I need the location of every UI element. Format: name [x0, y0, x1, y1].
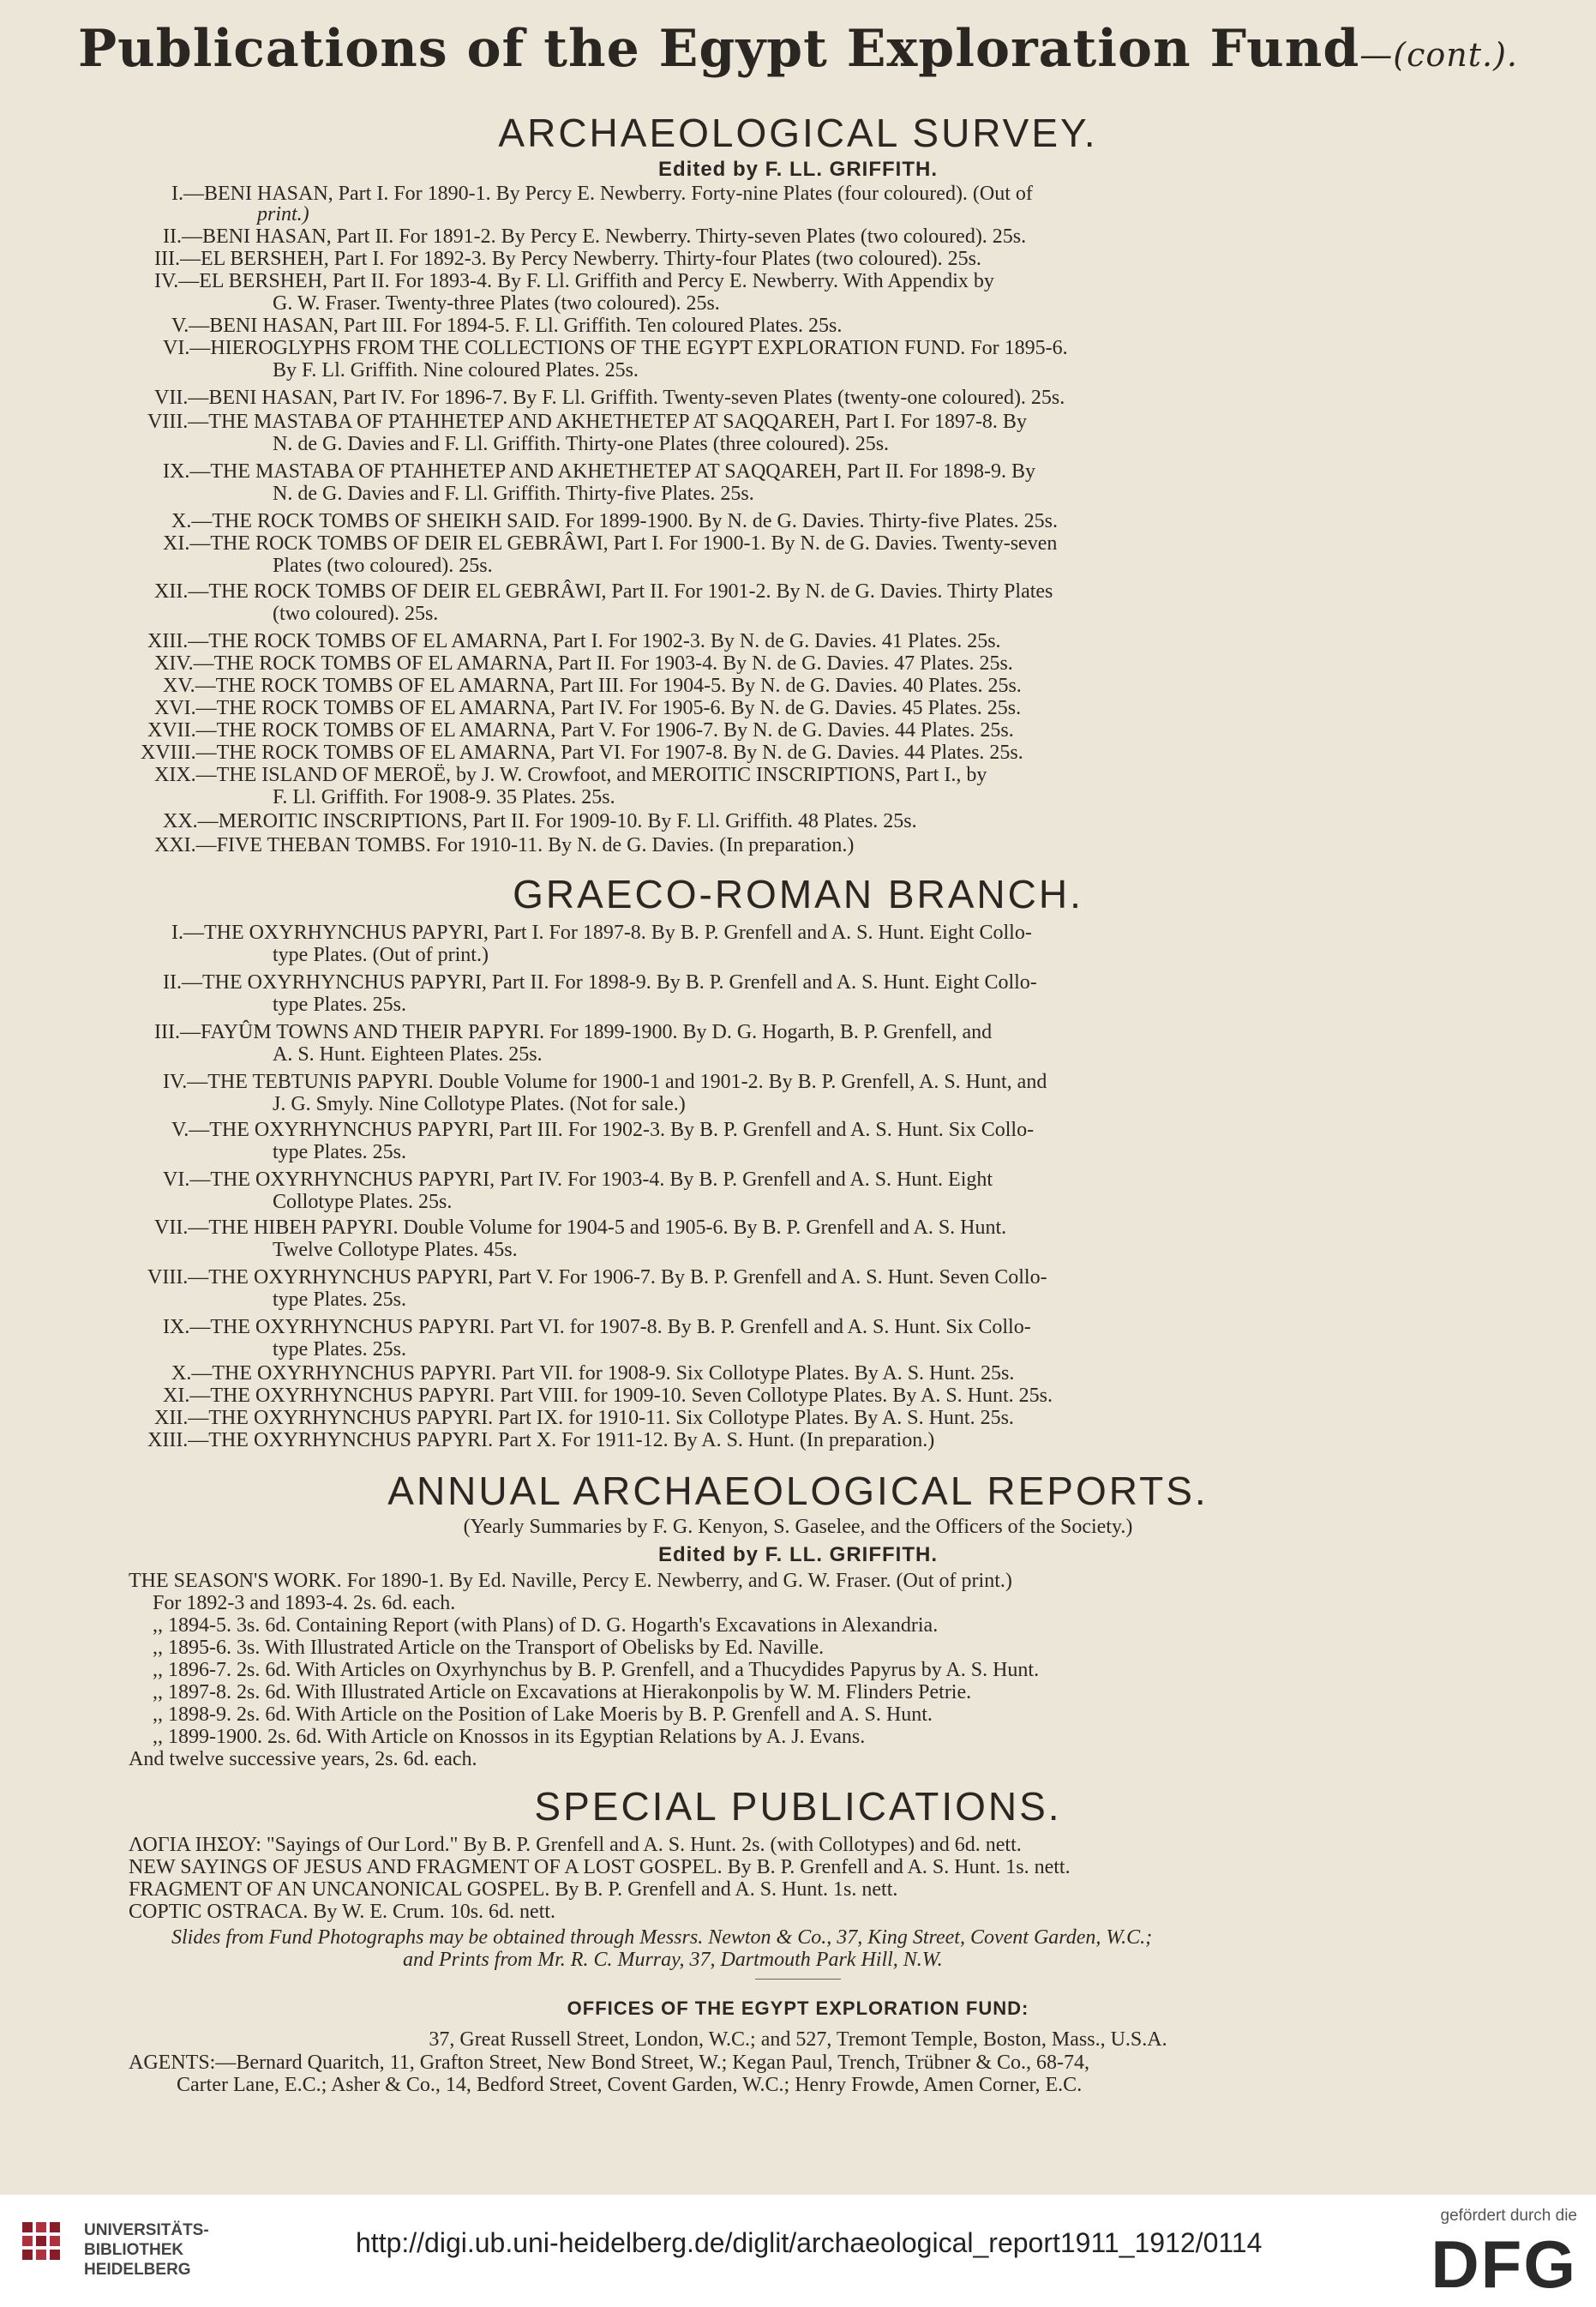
slides-note: and Prints from Mr. R. C. Murray, 37, Dartmouth Park Hill, N.W.	[403, 1949, 943, 1971]
divider-rule	[755, 1979, 841, 1980]
graeco-entry: VI.—THE OXYRHYNCHUS PAPYRI, Part IV. For 1903-4. By B. P. Grenfell and A. S. Hunt. Eight	[163, 1169, 993, 1191]
funding-label: gefördert durch die	[1440, 2207, 1577, 2225]
survey-entry: VIII.—THE MASTABA OF PTAHHETEP AND AKHETHETEP AT SAQQAREH, Part I. For 1897-8. By	[147, 411, 1027, 433]
survey-entry: XV.—THE ROCK TOMBS OF EL AMARNA, Part III. For 1904-5. By N. de G. Davies. 40 Plates. 25s.	[163, 675, 1022, 697]
survey-entry: XIII.—THE ROCK TOMBS OF EL AMARNA, Part I. For 1902-3. By N. de G. Davies. 41 Plates. 25s.	[147, 630, 1001, 652]
offices-heading: OFFICES OF THE EGYPT EXPLORATION FUND:	[567, 1998, 1029, 2019]
section-heading-archaeological-survey: ARCHAEOLOGICAL SURVEY.	[498, 111, 1098, 155]
graeco-entry: IX.—THE OXYRHYNCHUS PAPYRI. Part VI. for 1907-8. By B. P. Grenfell and A. S. Hunt. Six Collo-	[163, 1316, 1031, 1338]
survey-entry: XVIII.—THE ROCK TOMBS OF EL AMARNA, Part VI. For 1907-8. By N. de G. Davies. 44 Plates. 25s.	[141, 742, 1023, 764]
permalink-url[interactable]: http://digi.ub.uni-heidelberg.de/diglit/archaeological_report1911_1912/0114	[356, 2227, 1263, 2258]
graeco-entry: XI.—THE OXYRHYNCHUS PAPYRI. Part VIII. for 1909-10. Seven Collotype Plates. By A. S. Hunt. 25s.	[163, 1385, 1053, 1407]
survey-entry: N. de G. Davies and F. Ll. Griffith. Thirty-five Plates. 25s.	[273, 483, 754, 505]
university-name: UNIVERSITÄTS- BIBLIOTHEK HEIDELBERG	[84, 2221, 209, 2279]
survey-entry: XIX.—THE ISLAND OF MEROË, by J. W. Crowfoot, and MEROITIC INSCRIPTIONS, Part I., by	[154, 764, 987, 786]
annual-entry: ,, 1895-6. 3s. With Illustrated Article on the Transport of Obelisks by Ed. Naville.	[153, 1637, 825, 1659]
graeco-entry: I.—THE OXYRHYNCHUS PAPYRI, Part I. For 1897-8. By B. P. Grenfell and A. S. Hunt. Eight Collo-	[171, 922, 1032, 944]
survey-entry: VII.—BENI HASAN, Part IV. For 1896-7. By F. Ll. Griffith. Twenty-seven Plates (twenty-one coloured). 25s.	[154, 387, 1065, 409]
survey-entry: IV.—EL BERSHEH, Part II. For 1893-4. By F. Ll. Griffith and Percy E. Newberry. With Appendix by	[154, 270, 994, 292]
title-cont: —(cont.).	[1359, 36, 1518, 74]
annual-subtitle: (Yearly Summaries by F. G. Kenyon, S. Gaselee, and the Officers of the Society.)	[463, 1516, 1133, 1538]
graeco-entry: XII.—THE OXYRHYNCHUS PAPYRI. Part IX. for 1910-11. Six Collotype Plates. By A. S. Hunt. 25s.	[154, 1407, 1014, 1429]
survey-entry: XVII.—THE ROCK TOMBS OF EL AMARNA, Part V. For 1906-7. By N. de G. Davies. 44 Plates. 25s.	[147, 719, 1014, 742]
survey-entry: Plates (two coloured). 25s.	[273, 555, 493, 577]
special-entry: FRAGMENT OF AN UNCANONICAL GOSPEL. By B. P. Grenfell and A. S. Hunt. 1s. nett.	[129, 1878, 898, 1901]
graeco-entry: VII.—THE HIBEH PAPYRI. Double Volume for 1904-5 and 1905-6. By B. P. Grenfell and A. S. Hunt.	[154, 1217, 1007, 1239]
survey-entry: XX.—MEROITIC INSCRIPTIONS, Part II. For 1909-10. By F. Ll. Griffith. 48 Plates. 25s.	[163, 810, 917, 832]
survey-entry: I.—BENI HASAN, Part I. For 1890-1. By Percy E. Newberry. Forty-nine Plates (four coloured). (Out of	[171, 183, 1033, 205]
graeco-entry: XIII.—THE OXYRHYNCHUS PAPYRI. Part X. For 1911-12. By A. S. Hunt. (In preparation.)	[147, 1429, 935, 1451]
survey-entry: III.—EL BERSHEH, Part I. For 1892-3. By Percy Newberry. Thirty-four Plates (two coloured). 25s.	[154, 248, 981, 270]
special-entry: ΛΟΓΙΑ ΙΗΣΟΥ: "Sayings of Our Lord." By B. P. Grenfell and A. S. Hunt. 2s. (with Collotypes) and 6d. nett.	[129, 1834, 1022, 1856]
graeco-entry: II.—THE OXYRHYNCHUS PAPYRI, Part II. For 1898-9. By B. P. Grenfell and A. S. Hunt. Eight Collo-	[163, 971, 1037, 994]
agents-line: AGENTS:—Bernard Quaritch, 11, Grafton Street, New Bond Street, W.; Kegan Paul, Trench, Trübner & Co., 68-74,	[129, 2052, 1089, 2074]
annual-entry: ,, 1894-5. 3s. 6d. Containing Report (with Plans) of D. G. Hogarth's Excavations in Alexandria.	[153, 1614, 939, 1637]
graeco-entry: VIII.—THE OXYRHYNCHUS PAPYRI, Part V. For 1906-7. By B. P. Grenfell and A. S. Hunt. Seven Collo-	[147, 1266, 1047, 1289]
graeco-entry: type Plates. 25s.	[273, 1289, 406, 1311]
annual-entry: And twelve successive years, 2s. 6d. each.	[129, 1748, 477, 1770]
survey-entry: F. Ll. Griffith. For 1908-9. 35 Plates. 25s.	[273, 786, 615, 808]
annual-entry: ,, 1898-9. 2s. 6d. With Article on the Position of Lake Moeris by B. P. Grenfell and A. S. Hunt.	[153, 1703, 933, 1726]
graeco-entry: type Plates. (Out of print.)	[273, 944, 489, 966]
graeco-entry: J. G. Smyly. Nine Collotype Plates. (Not for sale.)	[273, 1093, 686, 1115]
graeco-entry: III.—FAYÛM TOWNS AND THEIR PAPYRI. For 1899-1900. By D. G. Hogarth, B. P. Grenfell, and	[154, 1021, 993, 1043]
annual-entry: For 1892-3 and 1893-4. 2s. 6d. each.	[153, 1592, 456, 1614]
survey-entry: X.—THE ROCK TOMBS OF SHEIKH SAID. For 1899-1900. By N. de G. Davies. Thirty-five Plates. 25s.	[171, 510, 1058, 532]
graeco-entry: X.—THE OXYRHYNCHUS PAPYRI. Part VII. for 1908-9. Six Collotype Plates. By A. S. Hunt. 25s.	[171, 1362, 1015, 1385]
survey-entry: VI.—HIEROGLYPHS FROM THE COLLECTIONS OF THE EGYPT EXPLORATION FUND. For 1895-6.	[163, 337, 1068, 359]
graeco-entry: type Plates. 25s.	[273, 1338, 406, 1361]
graeco-entry: V.—THE OXYRHYNCHUS PAPYRI, Part III. For 1902-3. By B. P. Grenfell and A. S. Hunt. Six Collo-	[171, 1119, 1035, 1141]
survey-entry: XI.—THE ROCK TOMBS OF DEIR EL GEBRÂWI, Part I. For 1900-1. By N. de G. Davies. Twenty-seven	[163, 532, 1058, 555]
survey-editor: Edited by F. LL. GRIFFITH.	[658, 158, 938, 181]
slides-note: Slides from Fund Photographs may be obtained through Messrs. Newton & Co., 37, King Street, Covent Garden, W.C.;	[171, 1926, 1153, 1949]
graeco-entry: Twelve Collotype Plates. 45s.	[273, 1239, 518, 1261]
survey-entry: XXI.—FIVE THEBAN TOMBS. For 1910-11. By N. de G. Davies. (In preparation.)	[154, 834, 855, 856]
graeco-entry: IV.—THE TEBTUNIS PAPYRI. Double Volume for 1900-1 and 1901-2. By B. P. Grenfell, A. S. Hunt, and	[163, 1071, 1047, 1093]
agents-line: Carter Lane, E.C.; Asher & Co., 14, Bedford Street, Covent Garden, W.C.; Henry Frowde, Amen Corner, E.C.	[177, 2074, 1083, 2096]
special-entry: NEW SAYINGS OF JESUS AND FRAGMENT OF A LOST GOSPEL. By B. P. Grenfell and A. S. Hunt. 1s. nett.	[129, 1856, 1071, 1878]
graeco-entry: A. S. Hunt. Eighteen Plates. 25s.	[273, 1043, 543, 1066]
section-heading-special: SPECIAL PUBLICATIONS.	[534, 1784, 1062, 1829]
dfg-logo: DFG	[1431, 2226, 1577, 2302]
offices-address: 37, Great Russell Street, London, W.C.; and 527, Tremont Temple, Boston, Mass., U.S.A.	[429, 2028, 1167, 2051]
page-title	[0, 19, 1596, 79]
survey-entry: V.—BENI HASAN, Part III. For 1894-5. F. Ll. Griffith. Ten coloured Plates. 25s.	[171, 315, 843, 337]
survey-entry: N. de G. Davies and F. Ll. Griffith. Thirty-one Plates (three coloured). 25s.	[273, 433, 890, 455]
section-heading-graeco-roman: GRAECO-ROMAN BRANCH.	[513, 872, 1083, 916]
annual-entry: ,, 1897-8. 2s. 6d. With Illustrated Article on Excavations at Hierakonpolis by W. M. Flinders Petrie.	[153, 1681, 972, 1703]
annual-entry: THE SEASON'S WORK. For 1890-1. By Ed. Naville, Percy E. Newberry, and G. W. Fraser. (Out of print.)	[129, 1570, 1012, 1592]
survey-entry: By F. Ll. Griffith. Nine coloured Plates. 25s.	[273, 359, 639, 381]
graeco-entry: type Plates. 25s.	[273, 1141, 406, 1163]
annual-editor: Edited by F. LL. GRIFFITH.	[658, 1543, 938, 1566]
special-entry: COPTIC OSTRACA. By W. E. Crum. 10s. 6d. nett.	[129, 1901, 556, 1923]
graeco-entry: type Plates. 25s.	[273, 994, 406, 1016]
annual-entry: ,, 1896-7. 2s. 6d. With Articles on Oxyrhynchus by B. P. Grenfell, and a Thucydides Papyrus by A. S. Hunt.	[153, 1659, 1040, 1681]
title-text: Publications of the Egypt Exploration Fund	[78, 19, 1360, 79]
annual-entry: ,, 1899-1900. 2s. 6d. With Article on Knossos in its Egyptian Relations by A. J. Evans.	[153, 1726, 866, 1748]
graeco-entry: Collotype Plates. 25s.	[273, 1191, 453, 1213]
survey-entry: (two coloured). 25s.	[273, 603, 439, 625]
university-logo-icon	[19, 2217, 74, 2280]
survey-entry: II.—BENI HASAN, Part II. For 1891-2. By Percy E. Newberry. Thirty-seven Plates (two coloured). 25s.	[163, 225, 1027, 248]
survey-entry: XVI.—THE ROCK TOMBS OF EL AMARNA, Part IV. For 1905-6. By N. de G. Davies. 45 Plates. 25s.	[154, 697, 1022, 719]
survey-entry: IX.—THE MASTABA OF PTAHHETEP AND AKHETHETEP AT SAQQAREH, Part II. For 1898-9. By	[163, 460, 1035, 483]
survey-entry: XII.—THE ROCK TOMBS OF DEIR EL GEBRÂWI, Part II. For 1901-2. By N. de G. Davies. Thirty Plates	[154, 580, 1053, 603]
survey-entry: G. W. Fraser. Twenty-three Plates (two coloured). 25s.	[273, 292, 720, 315]
survey-entry: XIV.—THE ROCK TOMBS OF EL AMARNA, Part II. For 1903-4. By N. de G. Davies. 47 Plates. 25s.	[154, 652, 1013, 675]
section-heading-annual-reports: ANNUAL ARCHAEOLOGICAL REPORTS.	[387, 1469, 1209, 1513]
survey-entry: print.)	[257, 203, 309, 225]
